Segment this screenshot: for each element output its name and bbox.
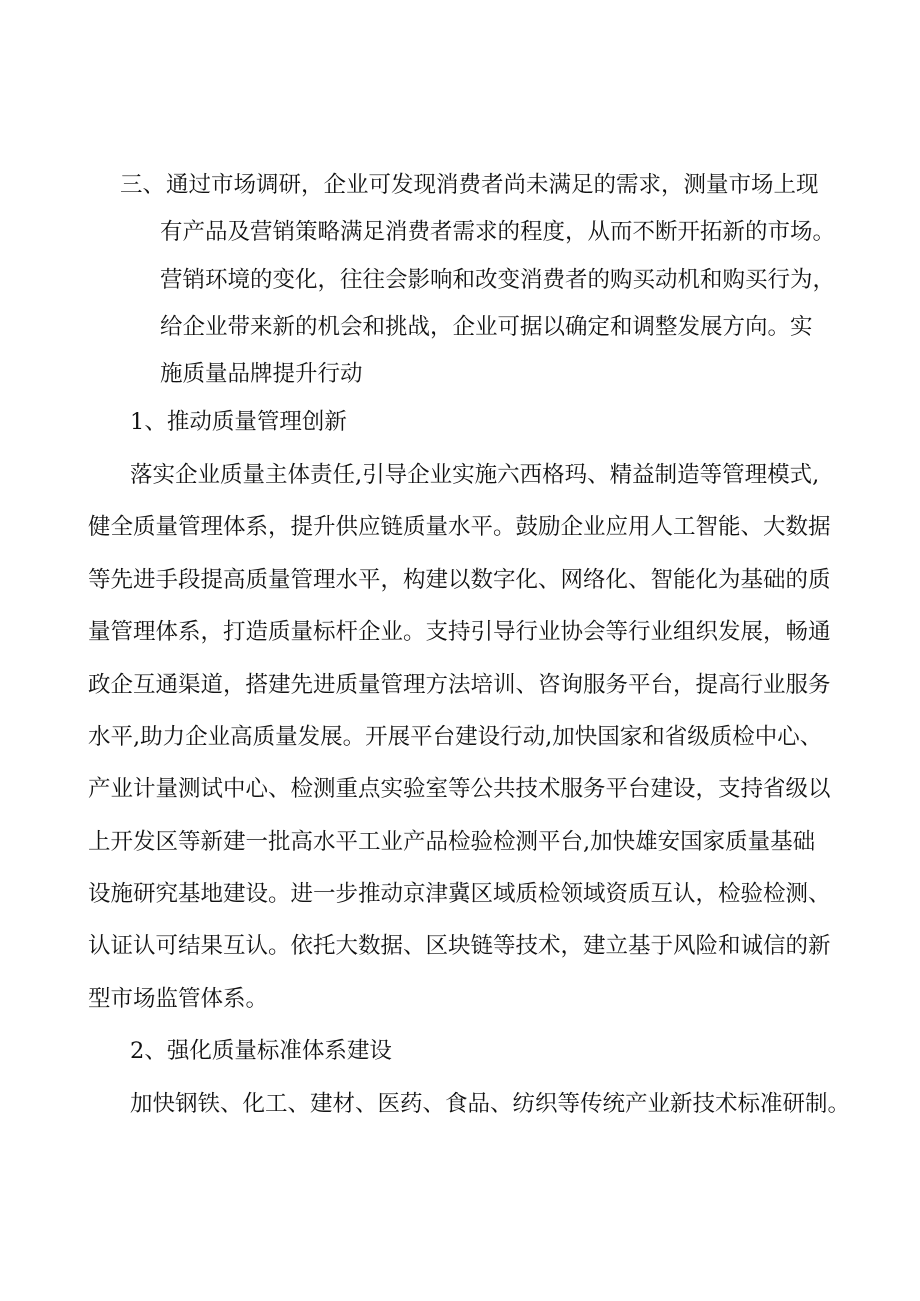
section-1-line-5: 政企互通渠道，搭建先进质量管理方法培训、咨询服务平台，提高行业服务 — [88, 672, 831, 698]
item-three-line-5: 施质量品牌提升行动 — [160, 361, 363, 387]
section-1-line-11: 型市场监管体系。 — [88, 986, 269, 1012]
section-2-line-1: 加快钢铁、化工、建材、医药、食品、纺织等传统产业新技术标准研制。 — [130, 1091, 851, 1117]
item-three-line-1: 通过市场调研，企业可发现消费者尚未满足的需求，测量市场上现 — [166, 172, 819, 198]
item-three-line-2: 有产品及营销策略满足消费者需求的程度，从而不断开拓新的市场。 — [160, 219, 836, 245]
section-1-line-9: 设施研究基地建设。进一步推动京津冀区域质检领域资质互认，检验检测、 — [88, 881, 831, 907]
section-1-line-2: 健全质量管理体系，提升供应链质量水平。鼓励企业应用人工智能、大数据 — [88, 514, 831, 540]
section-1-line-7: 产业计量测试中心、检测重点实验室等公共技术服务平台建设，支持省级以 — [88, 776, 831, 802]
section-1-line-3: 等先进手段提高质量管理水平，构建以数字化、网络化、智能化为基础的质 — [88, 567, 831, 593]
section-1-line-10: 认证认可结果互认。依托大数据、区块链等技术，建立基于风险和诚信的新 — [88, 933, 831, 959]
section-2-heading: 2、强化质量标准体系建设 — [130, 1038, 392, 1064]
section-1-line-1: 落实企业质量主体责任,引导企业实施六西格玛、精益制造等管理模式, — [130, 462, 820, 488]
item-three-marker: 三、 — [120, 172, 166, 198]
section-1-line-4: 量管理体系，打造质量标杆企业。支持引导行业协会等行业组织发展，畅通 — [88, 619, 831, 645]
item-three-line-4: 给企业带来新的机会和挑战，企业可据以确定和调整发展方向。实 — [160, 314, 813, 340]
item-three-line-3: 营销环境的变化，往往会影响和改变消费者的购买动机和购买行为， — [160, 267, 836, 293]
section-1-line-6: 水平,助力企业高质量发展。开展平台建设行动,加快国家和省级质检中心、 — [88, 724, 823, 750]
section-1-line-8: 上开发区等新建一批高水平工业产品检验检测平台,加快雄安国家质量基础 — [88, 829, 816, 855]
section-1-heading: 1、推动质量管理创新 — [130, 409, 347, 435]
